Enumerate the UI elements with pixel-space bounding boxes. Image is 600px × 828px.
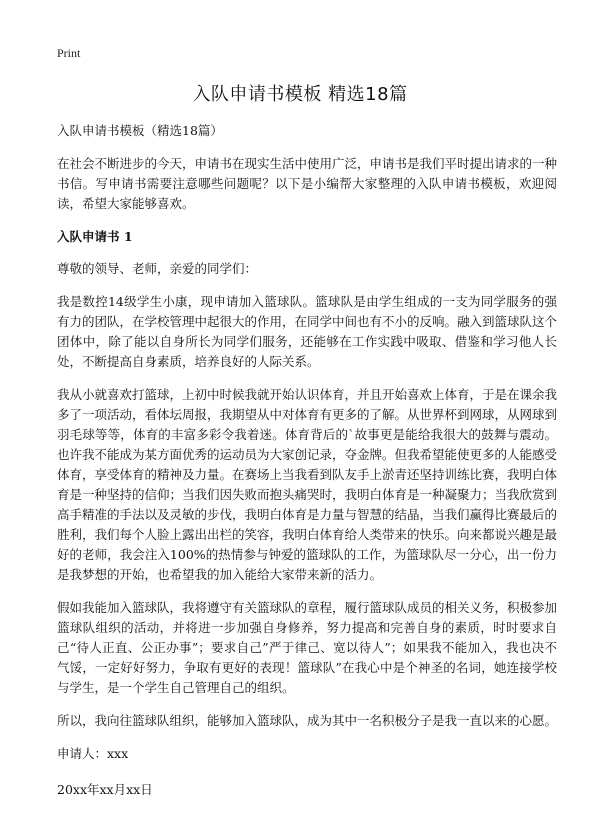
salutation: 尊敬的领导、老师，亲爱的同学们： [57,261,258,276]
body-paragraph: 我是数控14级学生小康，现申请加入篮球队。篮球队是由学生组成的一支为同学服务的强有力的团队，在学校管理中起很大的作用，在同学中间也有不小的反响。融入到篮球队这个团体中，除了能以自身所长为同学们服务，还能够在工作实践中吸取、借鉴和学习他人长处，不断提高自身素质，培养良好的人际关系。 [57,294,558,369]
body-paragraph: 假如我能加入篮球队，我将遵守有关篮球队的章程，履行篮球队成员的相关义务，积极参加篮球队组织的活动，并将进一步加强自身修养，努力提高和完善自身的素质，时时要求自己“待人正直、公正办事”；要求自己”严于律己、宽以待人”；如果我不能加入，我也决不气馁，一定好好努力，争取有更好的表现！篮球队”在我心中是个神圣的名词，她连接学校与学生，是一个学生自己管理自己的组织。 [57,600,558,695]
date-line: 20xx年xx月xx日 [57,782,153,797]
page-title: 入队申请书模板 精选18篇 [192,84,408,105]
applicant-signature: 申请人：xxx [57,746,129,761]
body-paragraph: 所以，我向往篮球队组织，能够加入篮球队，成为其中一名积极分子是我一直以来的心愿。 [57,713,558,728]
document-body [57,121,557,813]
body-paragraph: 我从小就喜欢打篮球，上初中时候我就开始认识体育，并且开始喜欢上体育，于是在课余我多了一项活动，看体坛周报，我期望从中对体育有更多的了解。从世界杯到网球，从网球到羽毛球等等，体育的丰富多彩令我着迷。体育背后的`故事更是能给我很大的鼓舞与震动。也许我不能成为某方面优秀的运动员为大家创记录，夺金牌。但我希望能使更多的人能感受体育，享受体育的精神及力量。在赛场上当我看到队友手上淤青还坚持训练比赛，我明白体育是一种坚持的信仰；当我们因失败而抱头痛哭时，我明白体育是一种凝聚力；当我欣赏到高手精准的手法以及灵敏的步伐，我明白体育是力量与智慧的结晶，当我们赢得比赛最后的胜利，我们每个人脸上露出出栏的笑容，我明白体育给人类带来的快乐。向来都说兴趣是最好的老师，我会注入100%的热情参与钟爱的篮球队的工作，为篮球队尽一分心，出一份力是我梦想的开始，也希望我的加入能给大家带来新的活力。 [57,387,558,582]
document-subtitle: 入队申请书模板（精选18篇） [57,123,223,138]
section-heading: 入队申请书 1 [57,229,133,244]
intro-paragraph: 在社会不断进步的今天，申请书在现实生活中使用广泛，申请书是我们平时提出请求的一种书信。写申请书需要注意哪些问题呢？以下是小编帮大家整理的入队申请书模板，欢迎阅读，希望大家能够喜欢。 [57,156,558,211]
print-link[interactable]: Print [57,46,81,60]
